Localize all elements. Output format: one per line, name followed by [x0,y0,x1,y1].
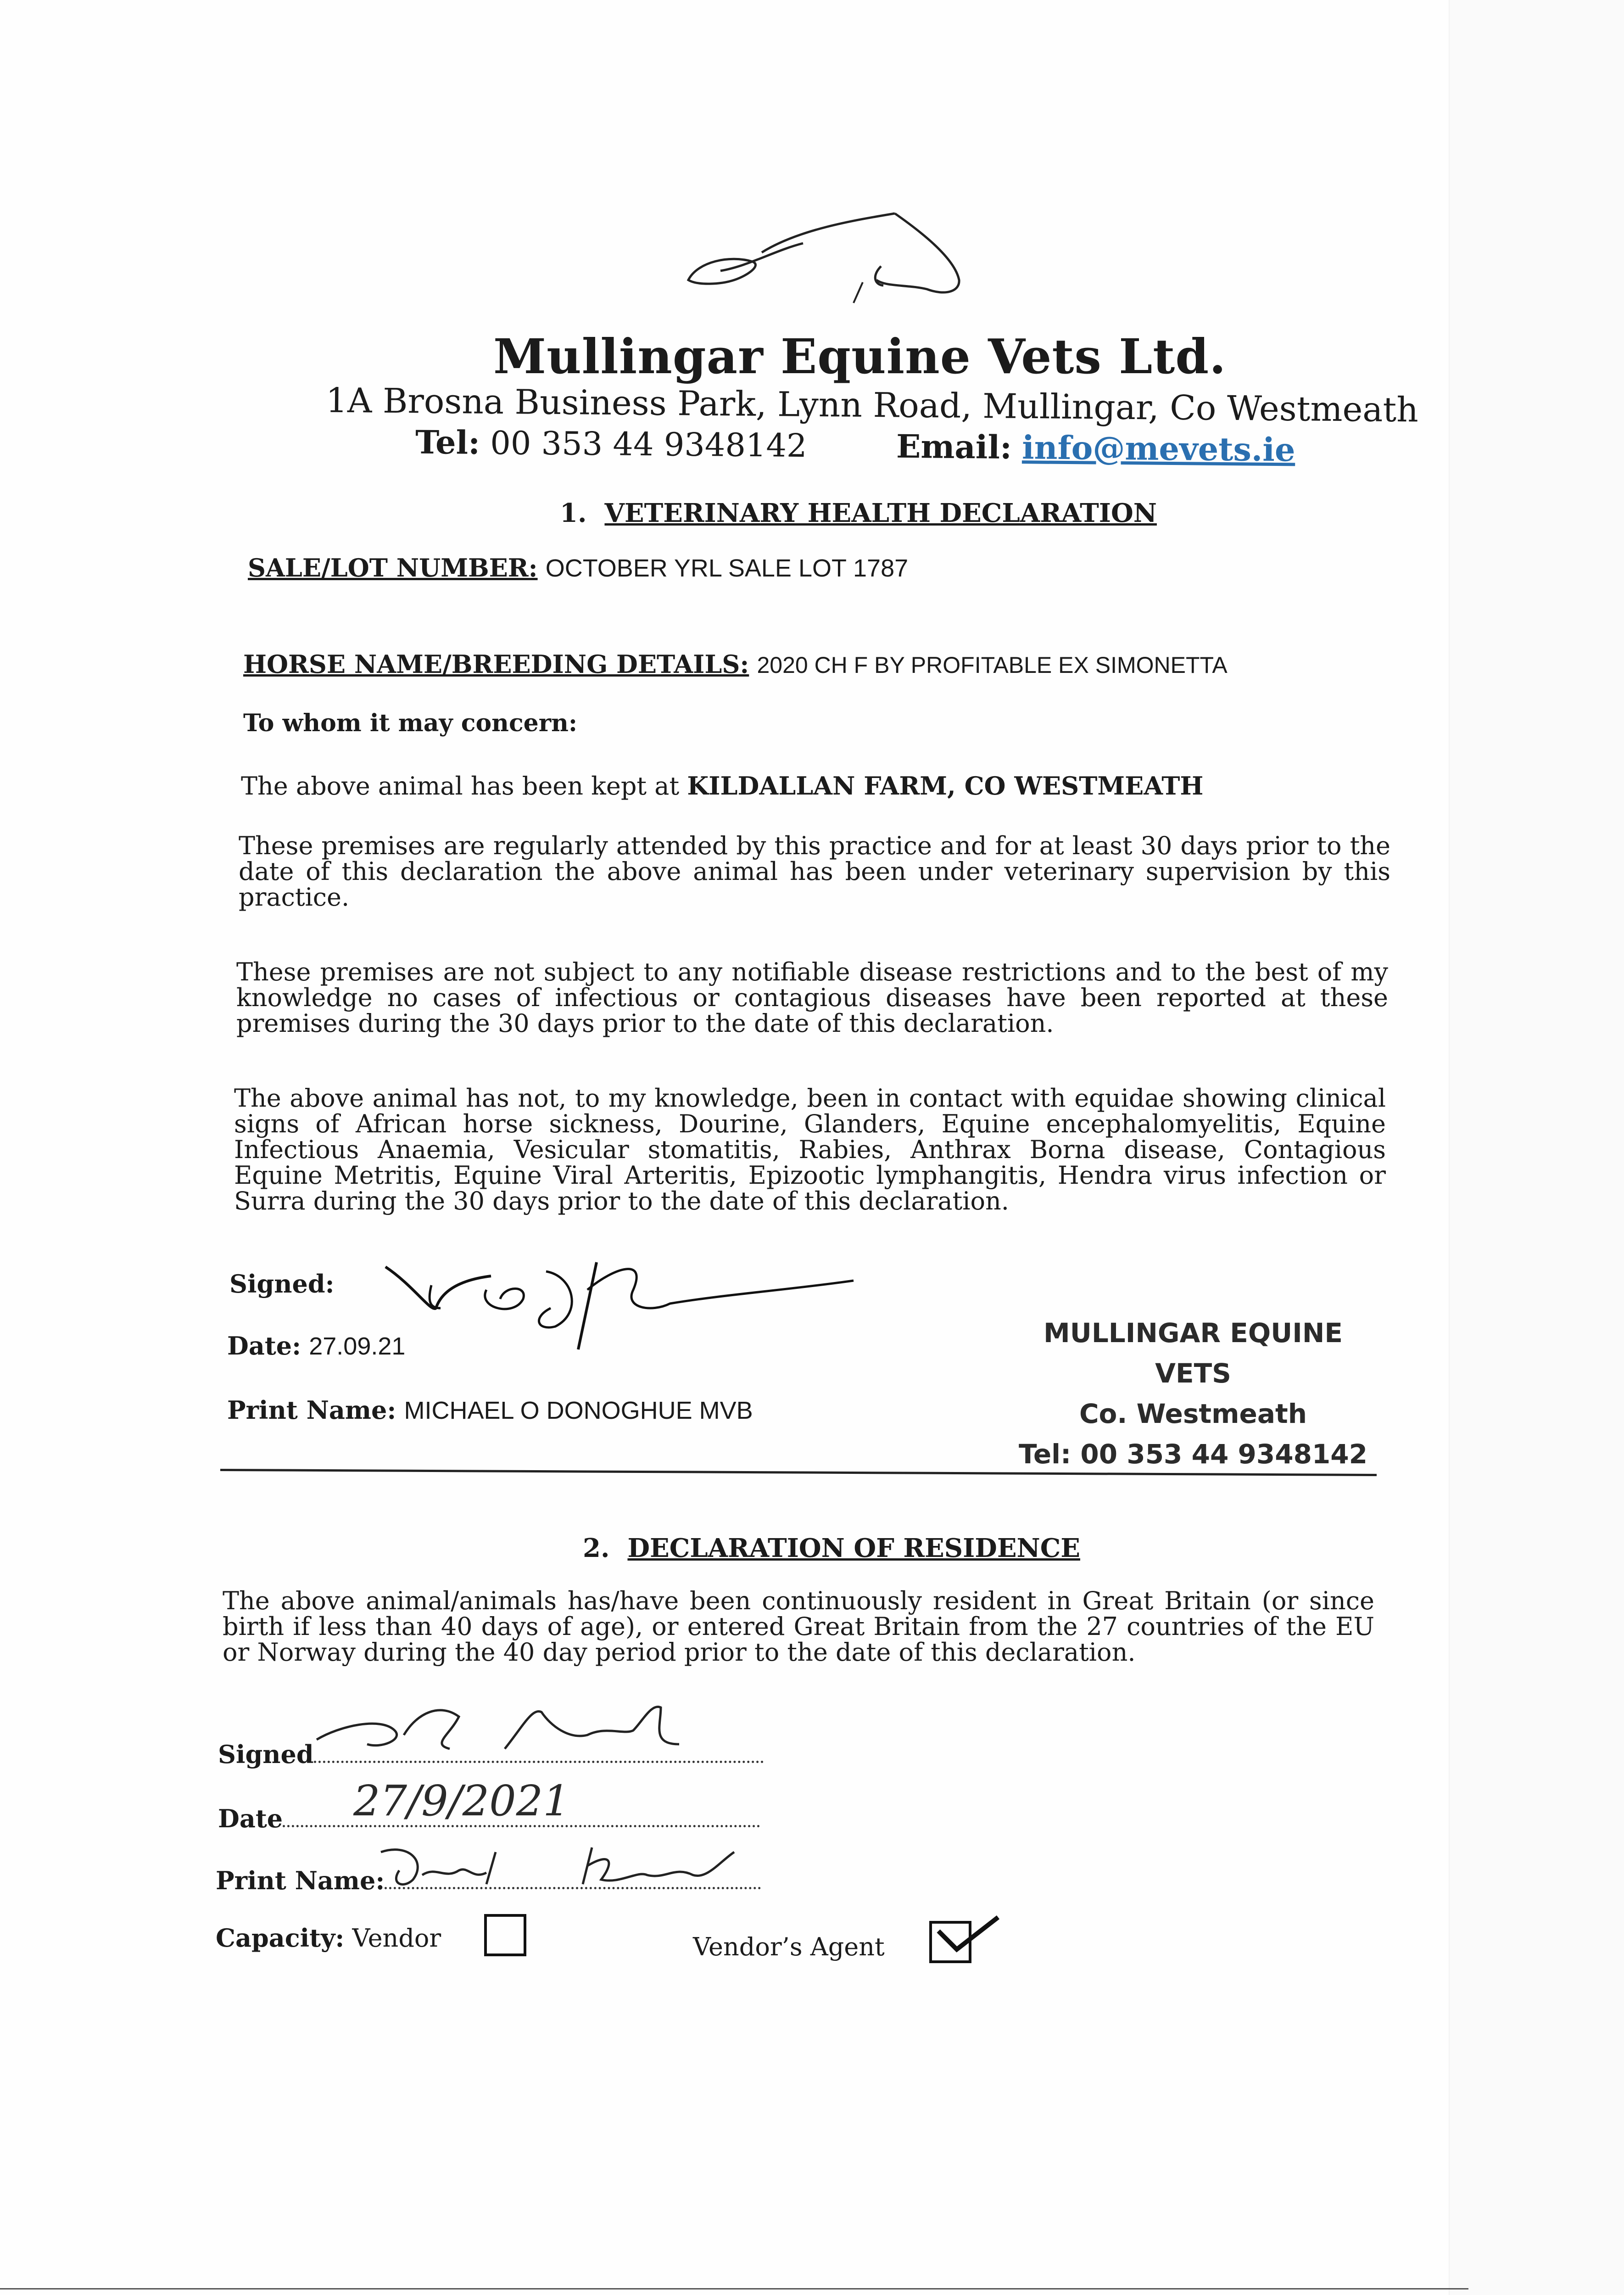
email-label: Email: [896,427,1012,466]
vendor-checkbox[interactable] [484,1914,526,1956]
tel-label: Tel: [415,423,480,462]
sale-lot-row [248,553,908,582]
section1-paragraph-2: These premises are not subject to any notifiable disease restrictions and to the best of my knowledge no cases of infectious or contagious diseases have been reported at these premises during the 30 days prior to the date of this declaration. [236,957,1388,1038]
horse-details-row [243,649,1228,679]
stamp-line-3: Tel: 00 353 44 9348142 [1018,1439,1368,1470]
agent-signature [312,1698,734,1767]
check-mark-icon [929,1913,1003,1963]
page-bottom-line [0,2288,1468,2289]
section2-date-handwritten: 27/9/2021 [353,1776,570,1825]
horse-head-logo-icon [679,211,973,321]
section2-date-label: Date [218,1804,283,1833]
horse-details-value: 2020 CH F BY PROFITABLE EX SIMONETTA [757,652,1228,678]
kept-at-line [241,771,1203,800]
stamp-line-2: Co. Westmeath [1079,1398,1307,1429]
tel-value: 00 353 44 9348142 [490,424,807,465]
horse-details-label: HORSE NAME/BREEDING DETAILS: [243,649,749,679]
section1-title: VETERINARY HEALTH DECLARATION [604,498,1157,528]
email-link[interactable]: info@mevets.ie [1021,428,1295,469]
date-label: Date: [227,1331,301,1360]
kept-at-place: KILDALLAN FARM, CO WESTMEATH [687,771,1204,800]
vet-signature [376,1239,872,1359]
print-name-row [227,1395,753,1425]
kept-at-prefix: The above animal has been kept at [241,772,680,800]
salutation: To whom it may concern: [243,709,578,737]
section1-paragraph-1: These premises are regularly attended by this practice and for at least 30 days prior to the date of this declaration the above animal has been under veterinary supervision by this practice. [239,831,1390,912]
date-value: 27.09.21 [309,1332,406,1360]
date-row [227,1331,405,1360]
capacity-row [216,1923,441,1953]
company-name: Mullingar Equine Vets Ltd. [493,328,1227,385]
company-address: 1A Brosna Business Park, Lynn Road, Mullingar, Co Westmeath [325,381,1419,430]
agent-print-name-handwriting [372,1834,785,1898]
scan-margin [1449,0,1624,2295]
stamp-line-1: MULLINGAR EQUINE VETS [1044,1317,1343,1389]
section1-number: 1. [560,498,587,528]
print-name-value: MICHAEL O DONOGHUE MVB [404,1397,753,1424]
section1-heading [560,498,1157,528]
section2-title: DECLARATION OF RESIDENCE [627,1533,1080,1563]
sale-lot-label: SALE/LOT NUMBER: [248,553,538,582]
company-contact [415,423,1295,469]
sale-lot-value: OCTOBER YRL SALE LOT 1787 [545,554,909,582]
section2-print-label: Print Name: [216,1866,385,1895]
vendor-label: Vendor [352,1924,441,1953]
section2-number: 2. [583,1533,610,1563]
vendor-agent-checkbox[interactable] [929,1921,971,1963]
capacity-label: Capacity: [216,1923,345,1953]
section2-paragraph: The above animal/animals has/have been continuously resident in Great Britain (or since birth if less than 40 days of age), or entered Great Britain from the 27 countries of the EU or Norway during the 40 day period prior to the date of this declaration. [223,1586,1374,1667]
print-name-label: Print Name: [227,1395,396,1425]
section2-signed-label: Signed [218,1740,314,1769]
section1-paragraph-3: The above animal has not, to my knowledge, been in contact with equidae showing clinical signs of African horse sickness, Dourine, Glanders, Equine encephalomyelitis, Equine Infectious Anaemia, Vesicular stomatitis, Rabies, Anthrax Borna disease, Contagious Equine Metritis, Equine Viral Arteritis, Epizootic lymphangitis, Hendra virus infection or Surra during the 30 days prior to the date of this declaration. [234,1084,1386,1215]
vendor-agent-label: Vendor’s Agent [693,1932,885,1961]
signed-label: Signed: [229,1269,335,1299]
practice-stamp [1010,1313,1377,1474]
section2-heading [583,1533,1080,1563]
